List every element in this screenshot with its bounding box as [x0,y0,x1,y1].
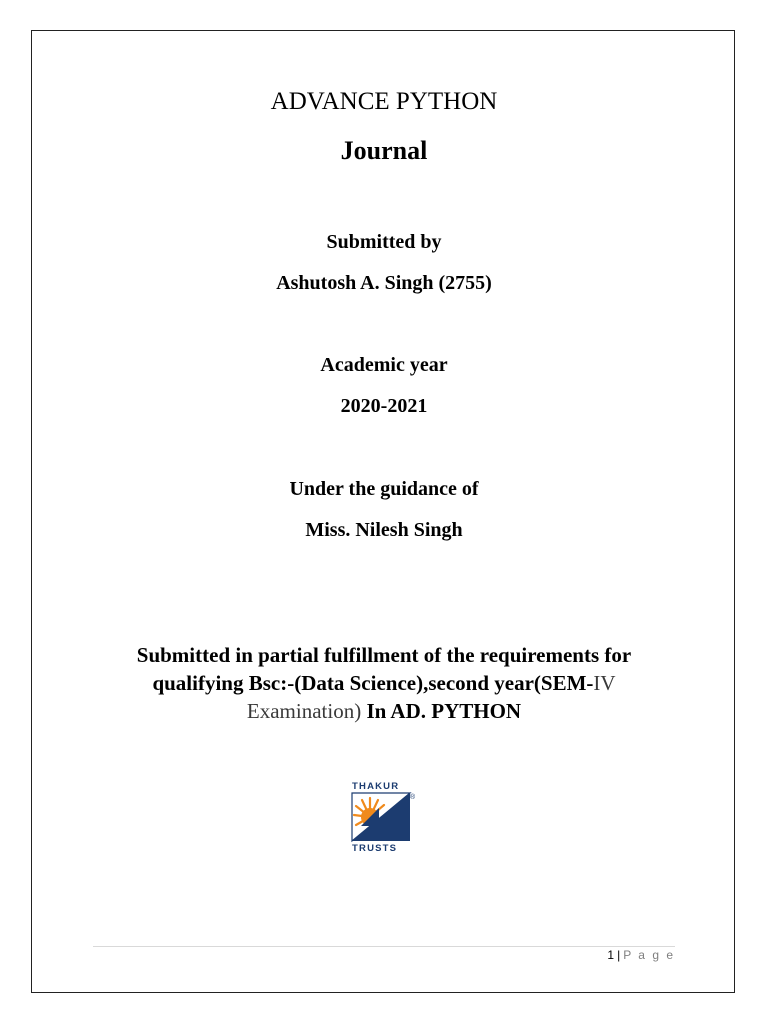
footer-rule [93,946,675,947]
document-subtitle: Journal [340,136,428,165]
thakur-trusts-logo [348,779,420,853]
logo-emblem [352,793,410,841]
page-label: P a g e [623,948,675,962]
guide-name: Miss. Nilesh Singh [305,519,463,541]
submitted-by-label: Submitted by [326,231,442,253]
footer-separator: | [617,948,621,962]
document-title: ADVANCE PYTHON [270,88,498,115]
statement-line-2: qualifying Bsc:-(Data Science),second year(SEM-IV [152,671,616,695]
page-number: 1 [607,948,615,962]
logo-registered-mark: ® [410,794,416,801]
fulfillment-statement [60,641,708,725]
statement-line-3: Examination) In AD. PYTHON [246,699,522,723]
student-name: Ashutosh A. Singh (2755) [276,272,492,294]
logo-top-text: THAKUR [352,781,400,792]
academic-year: 2020-2021 [340,395,428,417]
page-footer [607,948,675,962]
guidance-label: Under the guidance of [289,478,479,500]
logo-bottom-text: TRUSTS [352,843,398,853]
statement-line-1: Submitted in partial fulfillment of the requirements for [136,643,632,667]
academic-year-label: Academic year [320,354,448,376]
